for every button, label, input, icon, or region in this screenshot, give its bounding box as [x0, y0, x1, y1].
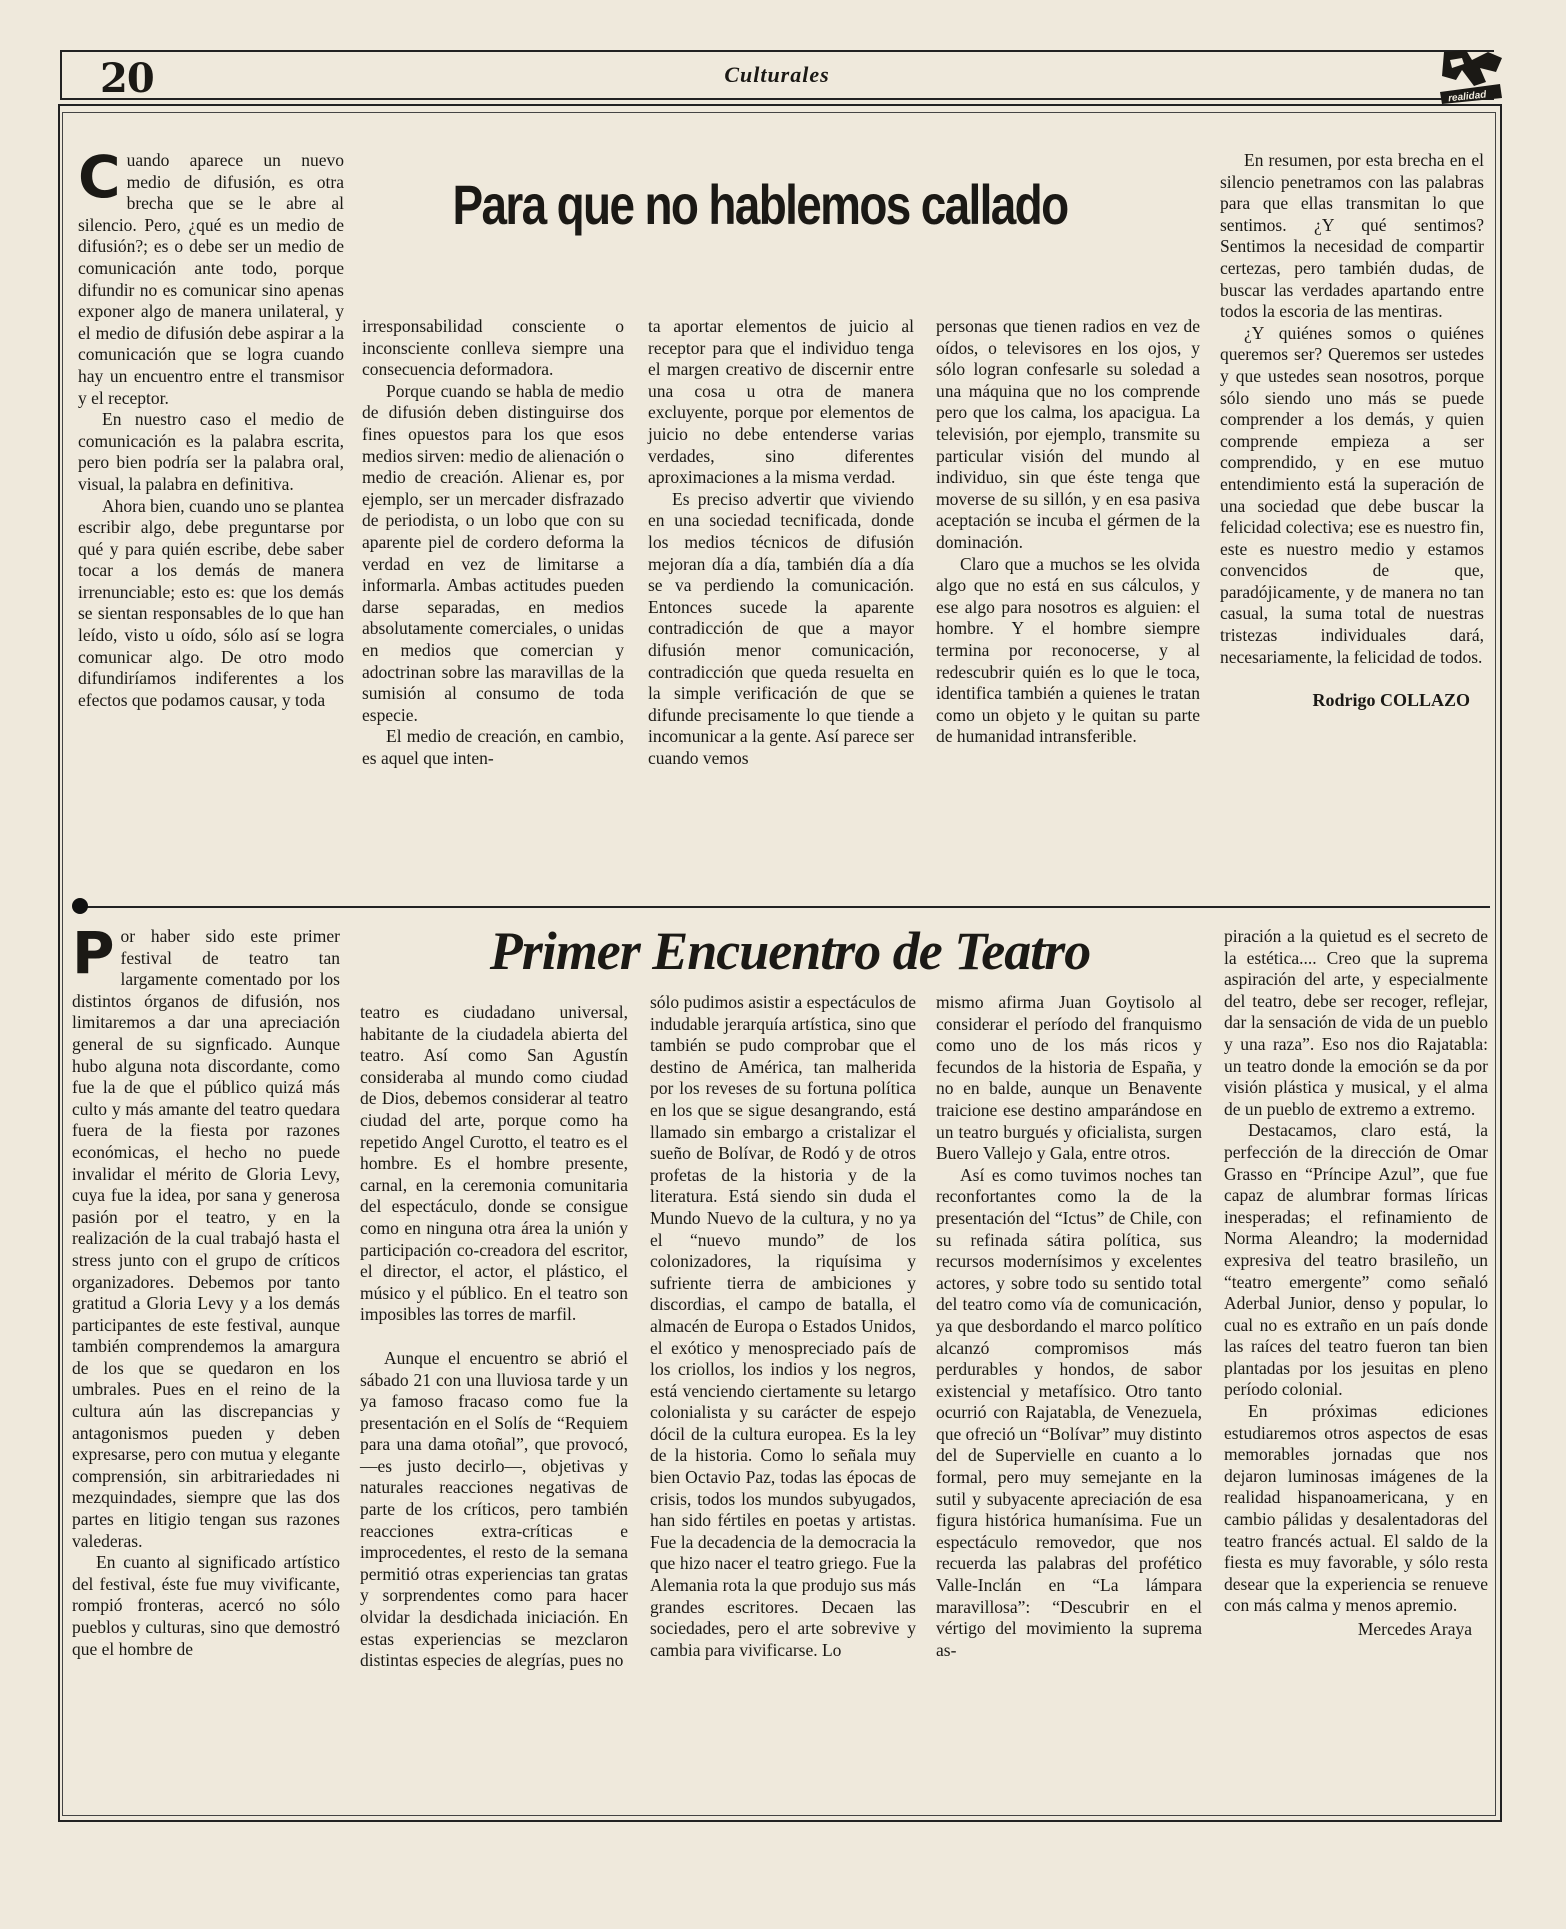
article1-paragraph: personas que tienen radios en vez de oídos, o televisores en los ojos, y sólo logran confesarle su soledad a una máquina que no los comprende pero que los calma, los apacigua. La televisión, por ejemplo, transmite su particular visión del mundo al individuo, sin que éste tenga que moverse de su sillón, y en esa pasiva aceptación se incuba el gérmen de la dominación.: [936, 316, 1200, 552]
page-number: 20: [100, 55, 154, 102]
article1-column-5: [1220, 150, 1484, 712]
article2-column-4: [936, 992, 1202, 1661]
article1-paragraph: El medio de creación, en cambio, es aquel que inten-: [362, 726, 624, 768]
article2-column-1: [72, 919, 340, 1660]
article2-dropcap: P: [72, 919, 115, 987]
article1-paragraph: Es preciso advertir que viviendo en una sociedad tecnificada, donde los medios técnicos de difusión mejoran día a día, también día a día se va perdiendo la comunicación. Entonces sucede la aparente contradicción de que a mayor difusión menor comunicación, contradicción que queda resuelta en la simple verificación de que se difunde precisamente lo que tiende a incomunicar a la gente. Así parece ser cuando vemos: [648, 488, 914, 768]
article2-paragraph: Destacamos, claro está, la perfección de la dirección de Omar Grasso en “Príncipe Azul”, que fue capaz de alumbrar formas líricas inesperadas; el refinamiento de Norma Aleandro; la modernidad expresiva del teatro brasileño, un “teatro emergente” como señaló Aderbal Junior, denso y popular, lo cual no es extraño en un país donde las raíces del teatro fueron tan bien plantadas por los jesuitas en pleno período colonial.: [1224, 1120, 1488, 1400]
article2-paragraph: Así es como tuvimos noches tan reconfortantes como la de la presentación del “Ictus” de Chile, con su refinada sátira política, sus recursos modernísimos y excelentes actores, y sobre todo su sentido total del teatro como vía de comunicación, ya que desbordando el marco político alcanzó compromisos más perdurables y hondos, de sabor existencial y metafísico. Otro tanto ocurrió con Rajatabla, de Venezuela, que ofreció un “Bolívar” muy distinto del de Supervielle en cuanto a lo formal, pero muy semejante en la sutil y subyacente apreciación de esa figura histórica humanísima. Fue un espectáculo removedor, que nos recuerda las palabras del profético Valle-Inclán en “La lámpara maravillosa”: “Descubrir en el vértigo del movimiento la suprema as-: [936, 1164, 1202, 1660]
article1-column-3: [648, 316, 914, 769]
section-title: Culturales: [724, 62, 830, 87]
article1-paragraph: En resumen, por esta brecha en el silencio penetramos con las palabras para que ellas transmitan lo que sentimos. ¿Y qué sentimos? Sentimos la necesidad de compartir certezas, pero también dudas, de buscar las verdades apartando entre todos la escoria de las mentiras.: [1220, 150, 1484, 322]
article2-column-3: [650, 992, 916, 1661]
article1-dropcap: C: [78, 143, 121, 211]
article2-paragraph: mismo afirma Juan Goytisolo al considerar el período del franquismo como uno de los más ricos y fecundos de la historia de España, y no en balde, aunque un Benavente traicione ese destino amparándose en un teatro burgués y oficialista, surgen Buero Vallejo y Gala, entre otros.: [936, 992, 1202, 1164]
article2-column-2: [360, 1002, 628, 1672]
article-divider: [78, 906, 1490, 908]
article2-column-5: [1224, 926, 1488, 1641]
article2-paragraph: En próximas ediciones estudiaremos otros aspectos de esas memorables jornadas que nos dejaron luminosas imágenes de la realidad hispanoamericana, y en cambio pálidas y desalentadoras del teatro francés actual. El saldo de la fiesta es muy favorable, y sólo resta desear que la experiencia se renueve con más calma y menos apremio.: [1224, 1401, 1488, 1616]
article1-paragraph: Cuando aparece un nuevo medio de difusión, es otra brecha que se le abre al silencio. Pero, ¿qué es un medio de difusión?; es o debe ser un medio de comunicación ante todo, porque difundir no es comunicar sino apenas exponer algo de manera unilateral, y el medio de difusión debe aspirar a la comunicación que se logra cuando hay un encuentro entre el transmisor y el receptor.: [78, 143, 344, 408]
article1-paragraph: En nuestro caso el medio de comunicación es la palabra escrita, pero bien podría ser la palabra oral, visual, la palabra en definitiva.: [78, 409, 344, 494]
page-header: [60, 50, 1494, 105]
article1-paragraph: Claro que a muchos se les olvida algo que no está en sus cálculos, y ese algo para nosotros es alguien: el hombre. Y el hombre siempre termina por reconocerse, y al redescubrir quién es lo que le toca, identifica también a quienes le tratan como un objeto y le quitan su parte de humanidad intransferible.: [936, 553, 1200, 747]
article2-headline: Primer Encuentro de Teatro: [489, 921, 1091, 981]
article1-column-4: [936, 316, 1200, 748]
logo-wordmark: realidad: [1447, 89, 1487, 105]
article1-column-2: [362, 316, 624, 769]
article2-paragraph: En cuanto al significado artístico del festival, éste fue muy vivificante, rompió fronteras, acercó no sólo pueblos y culturas, sino que demostró que el hombre de: [72, 1552, 340, 1659]
article1-column-1: [78, 143, 345, 711]
article1-paragraph: ta aportar elementos de juicio al receptor para que el individuo tenga el margen creativo de discernir entre una cosa u otra de manera excluyente, porque por elementos de juicio no debe entenderse varias verdades, sino diferentes aproximaciones a la misma verdad.: [648, 316, 914, 488]
article1-paragraph: ¿Y quiénes somos o quiénes queremos ser? Queremos ser ustedes y que ustedes sean nosotros, porque sólo siendo uno más se puede comprender a los demás, y quien comprende empieza a ser comprendido, y en ese mutuo entendimiento está la superación de una sociedad que debe buscar la felicidad colectiva; ese es nuestro fin, este es nuestro medio y estamos convencidos de que, paradójicamente, y de manera no tan casual, la suma total de nuestras tristezas individuales dará, necesariamente, la felicidad de todos.: [1220, 322, 1484, 667]
article1-byline: Rodrigo COLLAZO: [1312, 690, 1470, 711]
divider-bullet-icon: [72, 898, 88, 914]
article2-paragraph: sólo pudimos asistir a espectáculos de indudable jerarquía artística, sino que también se pudo comprobar que el destino de América, tan malherida por los reveses de su fortuna política en los que se sigue desangrando, está llamado sin embargo a cristalizar el sueño de Bolívar, de Rodó y de otros profetas de la historia y de la literatura. Está siendo sin duda el Mundo Nuevo de la cultura, y no ya el “nuevo mundo” de los colonizadores, la riquísima y sufriente tierra de ambiciones y discordias, el campo de batalla, el almacén de Europa o Estados Unidos, el exótico y menospreciado país de los criollos, los indios y los negros, está venciendo ciertamente su letargo colonialista y su carácter de espejo dócil de la cultura europea. Es la ley de la historia. Como lo señala muy bien Octavio Paz, todas las épocas de crisis, todos los mundos subyugados, han sido fértiles en poetas y artistas. Fue la decadencia de la democracia la que hizo nacer el teatro griego. Fue la Alemania rota la que produjo sus más grandes escritores. Decaen las sociedades, pero el arte sobrevive y cambia para vivificarse. Lo: [650, 992, 916, 1660]
article1-paragraph: irresponsabilidad consciente o inconsciente conlleva siempre una consecuencia deformadora.: [362, 316, 624, 380]
article2-paragraph: Aunque el encuentro se abrió el sábado 21 con una lluviosa tarde y un ya famoso fracaso como fue la presentación en el Solís de “Requiem para una dama otoñal”, que provocó, —es justo decirlo—, objetivas y naturales reacciones negativas de parte de los críticos, pero también reacciones extra-críticas e improcedentes, el resto de la semana permitió otras experiencias tan gratas y sorprendentes como para hacer olvidar la desdichada iniciación. En estas experiencias se mezclaron distintas especies de alegrías, pues no: [360, 1347, 628, 1671]
article1-paragraph: Porque cuando se habla de medio de difusión deben distinguirse dos fines opuestos para los que esos medios sirven: medio de alienación o medio de creación. Alienar es, por ejemplo, ser un mercader disfrazado de periodista, o un lobo que con su aparente piel de cordero deforma la verdad en vez de limitarse a informarla. Ambas actitudes pueden darse separadas, en medios absolutamente comerciales, o unidas en medios que comercian y adoctrinan sobre las maravillas de la sumisión al consumo de toda especie.: [362, 380, 624, 725]
article2-paragraph: piración a la quietud es el secreto de la estética.... Creo que la suprema aspiración del arte, y especialmente del teatro, debe ser recoger, reflejar, dar la sensación de vida de un pueblo y una raza”. Eso nos dio Rajatabla: un teatro donde la emoción se da por visión plástica y musical, y el alma de un pueblo de extremo a extremo.: [1224, 926, 1488, 1119]
article1-headline: Para que no hablemos callado: [452, 173, 1068, 236]
publication-logo-icon: [1436, 46, 1506, 108]
article1-paragraph: Ahora bien, cuando uno se plantea escribir algo, debe preguntarse por qué y para quién escribe, debe saber tocar a los demás de manera irrenunciable; esto es: que los demás se sientan responsables de lo que han leído, visto u oído, sólo así se logra comunicar algo. De otro modo difundiríamos indiferentes a los efectos que podamos causar, y toda: [78, 495, 345, 710]
article2-paragraph: teatro es ciudadano universal, habitante de la ciudadela abierta del teatro. Así como San Agustín consideraba al mundo como ciudad de Dios, debemos considerar al teatro ciudad del arte, porque como ha repetido Angel Curotto, el teatro es el hombre. Es el hombre presente, carnal, en la ceremonia comunitaria del espectáculo, donde se consigue como en ninguna otra área la unión y participación co-creadora del escritor, el director, el actor, el plástico, el músico y el público. En el teatro son imposibles las torres de marfil.: [360, 1002, 628, 1325]
article2-byline: Mercedes Araya: [1357, 1619, 1472, 1639]
article2-paragraph: Por haber sido este primer festival de teatro tan largamente comentado por los distintos órganos de difusión, nos limitaremos a dar una apreciación general de su signficado. Aunque hubo alguna nota discordante, como fue la de que el público quizá más culto y más amante del teatro quedara fuera de la fiesta por razones económicas, el hecho no puede invalidar el mérito de Gloria Levy, cuya fue la idea, por sana y generosa pasión por el teatro, y en la realización de la cual trabajó hasta el stress junto con el grupo de críticos organizadores. Debemos por tanto gratitud a Gloria Levy y a los demás participantes de este festival, aunque también comprendemos la amargura de los que se quedaron en los umbrales. Pues en el reino de la cultura aún las discrepancias y antagonismos pueden y deben expresarse, pero con mutua y elegante comprensión, sin arbitrariedades ni mezquindades, siempre que las dos partes en litigio tengan sus razones valederas.: [72, 919, 340, 1551]
